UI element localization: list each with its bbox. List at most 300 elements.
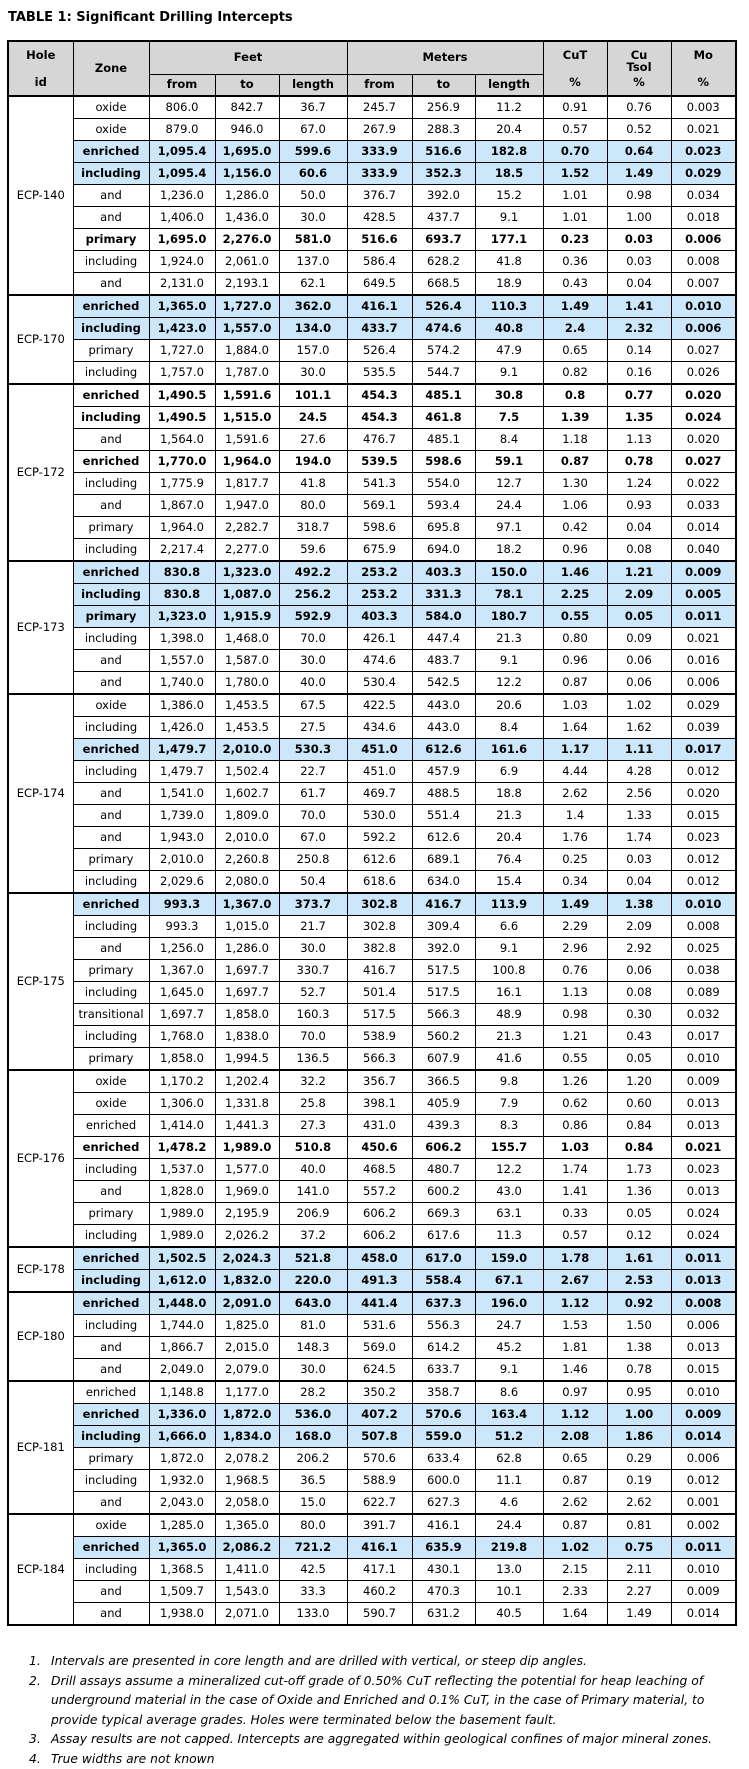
value-cell: 1,757.0	[149, 362, 215, 385]
drilling-intercepts-table	[7, 40, 737, 1626]
value-cell: 0.011	[671, 606, 736, 628]
value-cell: 2.62	[607, 1492, 671, 1515]
zone-cell: enriched	[73, 451, 149, 473]
value-cell: 1,367.0	[215, 893, 279, 916]
value-cell: 669.3	[412, 1203, 475, 1225]
value-cell: 1,479.7	[149, 739, 215, 761]
footnote	[27, 1750, 729, 1769]
value-cell: 2.25	[543, 584, 607, 606]
zone-cell: and	[73, 827, 149, 849]
value-cell: 1.35	[607, 407, 671, 429]
value-cell: 1,564.0	[149, 429, 215, 451]
value-cell: 1.12	[543, 1404, 607, 1426]
meters-group-header: Meters	[347, 41, 543, 75]
value-cell: 12.2	[475, 1159, 543, 1181]
value-cell: 302.8	[347, 916, 412, 938]
zone-cell: including	[73, 407, 149, 429]
value-cell: 510.8	[279, 1137, 347, 1159]
zone-cell: and	[73, 1492, 149, 1515]
value-cell: 1,426.0	[149, 717, 215, 739]
value-cell: 1,645.0	[149, 982, 215, 1004]
zone-cell: and	[73, 495, 149, 517]
value-cell: 0.010	[671, 295, 736, 318]
value-cell: 439.3	[412, 1115, 475, 1137]
value-cell: 2,277.0	[215, 539, 279, 562]
value-cell: 1.11	[607, 739, 671, 761]
value-cell: 97.1	[475, 517, 543, 539]
value-cell: 993.3	[149, 916, 215, 938]
value-cell: 21.3	[475, 805, 543, 827]
feet-from-header: from	[149, 75, 215, 97]
value-cell: 0.97	[543, 1381, 607, 1404]
table-row	[8, 694, 736, 717]
table-row	[8, 1315, 736, 1337]
value-cell: 0.60	[607, 1093, 671, 1115]
zone-cell: enriched	[73, 1115, 149, 1137]
value-cell: 695.8	[412, 517, 475, 539]
value-cell: 451.0	[347, 761, 412, 783]
value-cell: 560.2	[412, 1026, 475, 1048]
value-cell: 633.7	[412, 1359, 475, 1382]
value-cell: 1,770.0	[149, 451, 215, 473]
value-cell: 1,989.0	[149, 1225, 215, 1248]
value-cell: 1,666.0	[149, 1426, 215, 1448]
value-cell: 0.84	[607, 1115, 671, 1137]
value-cell: 8.4	[475, 429, 543, 451]
table-row	[8, 340, 736, 362]
value-cell: 0.43	[543, 273, 607, 296]
value-cell: 1.64	[543, 717, 607, 739]
value-cell: 253.2	[347, 561, 412, 584]
value-cell: 0.008	[671, 916, 736, 938]
value-cell: 416.7	[412, 893, 475, 916]
zone-cell: including	[73, 628, 149, 650]
value-cell: 461.8	[412, 407, 475, 429]
value-cell: 1.33	[607, 805, 671, 827]
value-cell: 0.05	[607, 1203, 671, 1225]
footnote-text: Drill assays assume a mineralized cut-off grade of 0.50% CuT reflecting the potential for heap leaching of underground material in the case of Oxide and Enriched and 0.1% CuT, in the case of Primary material, to provide typical average grades. Holes were terminated below the basement fault.	[51, 1674, 704, 1727]
table-row	[8, 1093, 736, 1115]
value-cell: 1,306.0	[149, 1093, 215, 1115]
page-title: TABLE 1: Significant Drilling Intercepts	[8, 10, 742, 25]
value-cell: 0.65	[543, 340, 607, 362]
footnote-number: 4.	[29, 1750, 41, 1769]
table-row	[8, 1381, 736, 1404]
footnote	[27, 1730, 729, 1750]
value-cell: 0.81	[607, 1514, 671, 1537]
value-cell: 47.9	[475, 340, 543, 362]
value-cell: 590.7	[347, 1603, 412, 1626]
value-cell: 637.3	[412, 1292, 475, 1315]
value-cell: 1.36	[607, 1181, 671, 1203]
value-cell: 485.1	[412, 384, 475, 407]
table-row	[8, 1359, 736, 1382]
value-cell: 1,015.0	[215, 916, 279, 938]
table-row	[8, 1470, 736, 1492]
value-cell: 24.4	[475, 1514, 543, 1537]
value-cell: 0.008	[671, 251, 736, 273]
footnote	[27, 1652, 729, 1672]
zone-cell: including	[73, 717, 149, 739]
value-cell: 1,968.5	[215, 1470, 279, 1492]
hole-header-line1: Hole	[10, 49, 72, 62]
footnote	[27, 1672, 729, 1731]
value-cell: 491.3	[347, 1270, 412, 1293]
value-cell: 1,866.7	[149, 1337, 215, 1359]
zone-cell: and	[73, 185, 149, 207]
footnote-text: Intervals are presented in core length and are drilled with vertical, or steep dip angles.	[51, 1654, 587, 1668]
value-cell: 18.9	[475, 273, 543, 296]
value-cell: 0.010	[671, 1381, 736, 1404]
value-cell: 0.78	[607, 1359, 671, 1382]
value-cell: 649.5	[347, 273, 412, 296]
value-cell: 1.00	[607, 1404, 671, 1426]
value-cell: 1.49	[607, 163, 671, 185]
table-row	[8, 384, 736, 407]
value-cell: 530.4	[347, 672, 412, 695]
value-cell: 1.62	[607, 717, 671, 739]
value-cell: 376.7	[347, 185, 412, 207]
value-cell: 0.86	[543, 1115, 607, 1137]
value-cell: 2.56	[607, 783, 671, 805]
value-cell: 1,697.7	[215, 982, 279, 1004]
value-cell: 1.49	[607, 1603, 671, 1626]
table-row	[8, 251, 736, 273]
hole-id-cell: ECP-180	[8, 1292, 73, 1381]
table-row	[8, 318, 736, 340]
value-cell: 288.3	[412, 119, 475, 141]
table-row	[8, 871, 736, 894]
value-cell: 30.0	[279, 362, 347, 385]
value-cell: 392.0	[412, 185, 475, 207]
value-cell: 33.3	[279, 1581, 347, 1603]
value-cell: 24.5	[279, 407, 347, 429]
value-cell: 635.9	[412, 1537, 475, 1559]
value-cell: 447.4	[412, 628, 475, 650]
value-cell: 2,086.2	[215, 1537, 279, 1559]
value-cell: 0.03	[607, 251, 671, 273]
value-cell: 469.7	[347, 783, 412, 805]
value-cell: 0.78	[607, 451, 671, 473]
value-cell: 0.23	[543, 229, 607, 251]
value-cell: 458.0	[347, 1247, 412, 1270]
footnote-text: True widths are not known	[51, 1752, 215, 1766]
value-cell: 67.5	[279, 694, 347, 717]
value-cell: 0.91	[543, 96, 607, 119]
table-row	[8, 1337, 736, 1359]
table-row	[8, 1426, 736, 1448]
value-cell: 160.3	[279, 1004, 347, 1026]
value-cell: 830.8	[149, 561, 215, 584]
value-cell: 1,787.0	[215, 362, 279, 385]
table-row	[8, 916, 736, 938]
value-cell: 488.5	[412, 783, 475, 805]
value-cell: 2,217.4	[149, 539, 215, 562]
value-cell: 0.04	[607, 517, 671, 539]
value-cell: 41.6	[475, 1048, 543, 1071]
value-cell: 1,780.0	[215, 672, 279, 695]
table-row	[8, 805, 736, 827]
value-cell: 1,177.0	[215, 1381, 279, 1404]
value-cell: 1.73	[607, 1159, 671, 1181]
value-cell: 1,095.4	[149, 141, 215, 163]
value-cell: 600.0	[412, 1470, 475, 1492]
value-cell: 0.001	[671, 1492, 736, 1515]
zone-cell: enriched	[73, 1537, 149, 1559]
value-cell: 0.98	[543, 1004, 607, 1026]
zone-cell: including	[73, 1559, 149, 1581]
table-row	[8, 362, 736, 385]
value-cell: 431.0	[347, 1115, 412, 1137]
value-cell: 0.62	[543, 1093, 607, 1115]
value-cell: 454.3	[347, 384, 412, 407]
table-row	[8, 96, 736, 119]
value-cell: 1,286.0	[215, 938, 279, 960]
table-row	[8, 561, 736, 584]
value-cell: 1,468.0	[215, 628, 279, 650]
value-cell: 1,502.5	[149, 1247, 215, 1270]
value-cell: 1,323.0	[215, 561, 279, 584]
value-cell: 20.4	[475, 827, 543, 849]
value-cell: 256.2	[279, 584, 347, 606]
value-cell: 2,282.7	[215, 517, 279, 539]
value-cell: 382.8	[347, 938, 412, 960]
value-cell: 1,323.0	[149, 606, 215, 628]
table-row	[8, 207, 736, 229]
value-cell: 1,884.0	[215, 340, 279, 362]
table-row	[8, 1292, 736, 1315]
value-cell: 1,727.0	[149, 340, 215, 362]
value-cell: 693.7	[412, 229, 475, 251]
value-cell: 570.6	[347, 1448, 412, 1470]
zone-cell: and	[73, 429, 149, 451]
table-row	[8, 1115, 736, 1137]
value-cell: 2.62	[543, 1492, 607, 1515]
value-cell: 485.1	[412, 429, 475, 451]
value-cell: 206.9	[279, 1203, 347, 1225]
value-cell: 2,010.0	[215, 827, 279, 849]
value-cell: 1.41	[607, 295, 671, 318]
value-cell: 1,170.2	[149, 1070, 215, 1093]
value-cell: 0.021	[671, 1137, 736, 1159]
value-cell: 554.0	[412, 473, 475, 495]
value-cell: 0.013	[671, 1270, 736, 1293]
zone-cell: including	[73, 1225, 149, 1248]
value-cell: 50.4	[279, 871, 347, 894]
value-cell: 557.2	[347, 1181, 412, 1203]
value-cell: 1.74	[543, 1159, 607, 1181]
value-cell: 1.38	[607, 893, 671, 916]
value-cell: 599.6	[279, 141, 347, 163]
value-cell: 0.006	[671, 672, 736, 695]
value-cell: 0.034	[671, 185, 736, 207]
value-cell: 0.80	[543, 628, 607, 650]
value-cell: 21.7	[279, 916, 347, 938]
zone-cell: and	[73, 1603, 149, 1626]
value-cell: 526.4	[347, 340, 412, 362]
value-cell: 1,577.0	[215, 1159, 279, 1181]
zone-cell: and	[73, 207, 149, 229]
value-cell: 0.006	[671, 229, 736, 251]
value-cell: 21.3	[475, 1026, 543, 1048]
value-cell: 0.027	[671, 340, 736, 362]
table-row	[8, 960, 736, 982]
table-row	[8, 517, 736, 539]
value-cell: 0.05	[607, 606, 671, 628]
value-cell: 161.6	[475, 739, 543, 761]
value-cell: 476.7	[347, 429, 412, 451]
value-cell: 416.1	[412, 1514, 475, 1537]
zone-cell: including	[73, 539, 149, 562]
value-cell: 0.020	[671, 783, 736, 805]
value-cell: 1.21	[543, 1026, 607, 1048]
value-cell: 6.9	[475, 761, 543, 783]
value-cell: 470.3	[412, 1581, 475, 1603]
value-cell: 219.8	[475, 1537, 543, 1559]
value-cell: 1,768.0	[149, 1026, 215, 1048]
value-cell: 2,260.8	[215, 849, 279, 871]
zone-cell: and	[73, 1337, 149, 1359]
value-cell: 542.5	[412, 672, 475, 695]
value-cell: 694.0	[412, 539, 475, 562]
value-cell: 618.6	[347, 871, 412, 894]
table-row	[8, 163, 736, 185]
value-cell: 1,989.0	[149, 1203, 215, 1225]
value-cell: 8.6	[475, 1381, 543, 1404]
value-cell: 1,256.0	[149, 938, 215, 960]
value-cell: 468.5	[347, 1159, 412, 1181]
value-cell: 398.1	[347, 1093, 412, 1115]
value-cell: 517.5	[412, 982, 475, 1004]
value-cell: 141.0	[279, 1181, 347, 1203]
value-cell: 0.038	[671, 960, 736, 982]
value-cell: 622.7	[347, 1492, 412, 1515]
value-cell: 0.020	[671, 429, 736, 451]
value-cell: 1.06	[543, 495, 607, 517]
value-cell: 2.92	[607, 938, 671, 960]
value-cell: 1.00	[607, 207, 671, 229]
value-cell: 0.93	[607, 495, 671, 517]
value-cell: 535.5	[347, 362, 412, 385]
value-cell: 40.8	[475, 318, 543, 340]
value-cell: 566.3	[412, 1004, 475, 1026]
value-cell: 1,994.5	[215, 1048, 279, 1071]
table-row	[8, 606, 736, 628]
value-cell: 593.4	[412, 495, 475, 517]
value-cell: 2,043.0	[149, 1492, 215, 1515]
value-cell: 7.9	[475, 1093, 543, 1115]
zone-cell: including	[73, 1470, 149, 1492]
value-cell: 0.16	[607, 362, 671, 385]
value-cell: 32.2	[279, 1070, 347, 1093]
table-row	[8, 650, 736, 672]
table-row	[8, 451, 736, 473]
value-cell: 457.9	[412, 761, 475, 783]
value-cell: 0.87	[543, 451, 607, 473]
value-cell: 2.32	[607, 318, 671, 340]
value-cell: 22.7	[279, 761, 347, 783]
value-cell: 42.5	[279, 1559, 347, 1581]
value-cell: 1.64	[543, 1603, 607, 1626]
value-cell: 12.2	[475, 672, 543, 695]
value-cell: 450.6	[347, 1137, 412, 1159]
value-cell: 80.0	[279, 495, 347, 517]
value-cell: 0.009	[671, 1581, 736, 1603]
value-cell: 403.3	[412, 561, 475, 584]
value-cell: 18.8	[475, 783, 543, 805]
zone-cell: including	[73, 163, 149, 185]
table-row	[8, 938, 736, 960]
zone-cell: and	[73, 1581, 149, 1603]
value-cell: 0.009	[671, 561, 736, 584]
value-cell: 675.9	[347, 539, 412, 562]
value-cell: 0.012	[671, 761, 736, 783]
value-cell: 1,858.0	[215, 1004, 279, 1026]
value-cell: 1.30	[543, 473, 607, 495]
value-cell: 1,695.0	[215, 141, 279, 163]
value-cell: 460.2	[347, 1581, 412, 1603]
value-cell: 2,195.9	[215, 1203, 279, 1225]
value-cell: 110.3	[475, 295, 543, 318]
value-cell: 1,964.0	[215, 451, 279, 473]
zone-cell: including	[73, 871, 149, 894]
value-cell: 1,202.4	[215, 1070, 279, 1093]
table-row	[8, 1225, 736, 1248]
value-cell: 36.5	[279, 1470, 347, 1492]
value-cell: 1.4	[543, 805, 607, 827]
value-cell: 0.12	[607, 1225, 671, 1248]
value-cell: 536.0	[279, 1404, 347, 1426]
value-cell: 148.3	[279, 1337, 347, 1359]
value-cell: 1.49	[543, 295, 607, 318]
value-cell: 8.4	[475, 717, 543, 739]
value-cell: 0.009	[671, 1070, 736, 1093]
table-row	[8, 1270, 736, 1293]
value-cell: 1,557.0	[215, 318, 279, 340]
value-cell: 0.76	[607, 96, 671, 119]
value-cell: 133.0	[279, 1603, 347, 1626]
value-cell: 566.3	[347, 1048, 412, 1071]
value-cell: 1,502.4	[215, 761, 279, 783]
zone-cell: transitional	[73, 1004, 149, 1026]
zone-cell: enriched	[73, 893, 149, 916]
value-cell: 0.013	[671, 1115, 736, 1137]
value-cell: 194.0	[279, 451, 347, 473]
value-cell: 0.017	[671, 1026, 736, 1048]
value-cell: 51.2	[475, 1426, 543, 1448]
value-cell: 0.87	[543, 1514, 607, 1537]
value-cell: 1.13	[607, 429, 671, 451]
table-row	[8, 1581, 736, 1603]
value-cell: 0.57	[543, 119, 607, 141]
value-cell: 134.0	[279, 318, 347, 340]
value-cell: 100.8	[475, 960, 543, 982]
table-row	[8, 1559, 736, 1581]
value-cell: 598.6	[347, 517, 412, 539]
value-cell: 480.7	[412, 1159, 475, 1181]
value-cell: 0.007	[671, 273, 736, 296]
value-cell: 0.09	[607, 628, 671, 650]
value-cell: 168.0	[279, 1426, 347, 1448]
value-cell: 0.33	[543, 1203, 607, 1225]
value-cell: 0.77	[607, 384, 671, 407]
value-cell: 0.002	[671, 1514, 736, 1537]
value-cell: 1.03	[543, 694, 607, 717]
value-cell: 558.4	[412, 1270, 475, 1293]
value-cell: 0.008	[671, 1292, 736, 1315]
value-cell: 177.1	[475, 229, 543, 251]
value-cell: 206.2	[279, 1448, 347, 1470]
